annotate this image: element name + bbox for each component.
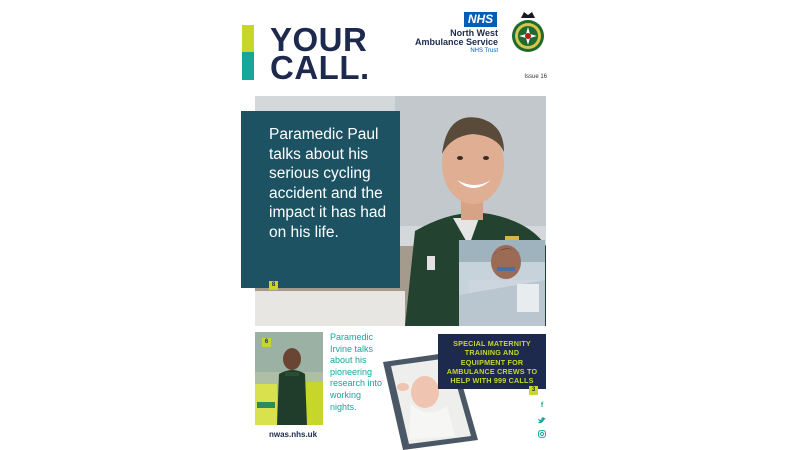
org-line3: NHS Trust — [470, 48, 498, 54]
organisation-name — [415, 29, 498, 55]
crest-icon — [510, 9, 546, 55]
accent-bar-teal — [242, 52, 254, 80]
instagram-icon[interactable] — [538, 430, 546, 438]
masthead-title-line1: YOUR — [270, 21, 368, 58]
maternity-headline: SPECIAL MATERNITY TRAINING AND EQUIPMENT FOR AMBULANCE CREWS TO HELP WITH 999 CALLS — [446, 339, 538, 386]
org-line1: North West — [450, 28, 498, 38]
facebook-icon[interactable]: f — [540, 402, 544, 409]
magazine-cover — [240, 0, 550, 450]
cover-headline: Paramedic Paul talks about his serious cycling accident and the impact it has had on his life. — [269, 126, 387, 241]
nhs-logo: NHS — [464, 12, 497, 27]
story-irvine-text: Paramedic Irvine talks about his pioneering research into working nights. — [330, 332, 383, 412]
website-link[interactable]: nwas.nhs.uk — [269, 430, 318, 439]
page-badge-story3: 3 — [529, 386, 538, 395]
accent-bar-lime — [242, 25, 254, 52]
page-badge: 8 — [269, 281, 278, 290]
twitter-icon[interactable] — [538, 417, 546, 424]
org-line2: Ambulance Service — [414, 37, 498, 47]
hospital-photo — [459, 240, 545, 326]
page-badge-story2: 6 — [262, 338, 271, 347]
masthead-title-line2: CALL. — [270, 49, 370, 86]
issue-number: Issue 16 — [524, 74, 547, 80]
